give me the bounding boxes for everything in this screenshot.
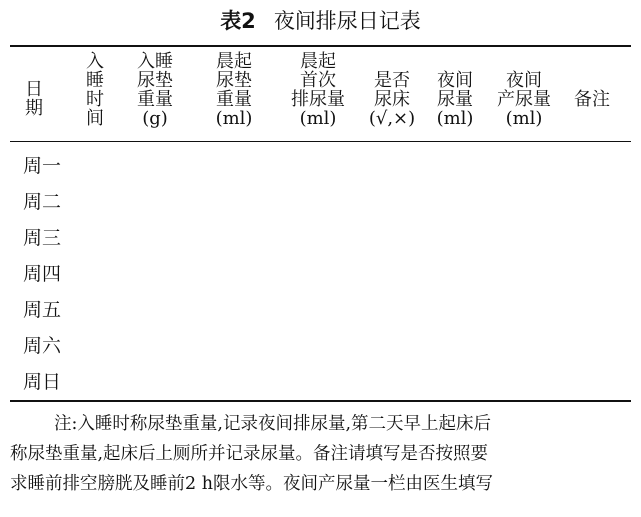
table-caption: 夜间排尿日记表 — [273, 9, 421, 33]
top-rule — [10, 45, 631, 47]
row-label: 周六 — [23, 335, 62, 357]
column-header-night-production: 夜间 产尿量 (ml) — [497, 70, 551, 129]
column-header-night-urine: 夜间 尿量 (ml) — [436, 70, 474, 129]
header-rule — [10, 141, 631, 142]
column-header-first-void: 晨起 首次 排尿量 (ml) — [291, 51, 345, 129]
column-header-bedwetting: 是否 尿床 (√,×) — [368, 70, 416, 129]
column-header-date: 日 期 — [25, 79, 43, 119]
row-label: 周一 — [23, 155, 62, 177]
table-title — [0, 6, 641, 36]
table-note — [10, 409, 631, 499]
table-number: 表2 — [220, 9, 256, 33]
column-header-remarks: 备注 — [574, 89, 610, 110]
row-label: 周三 — [23, 227, 62, 249]
row-label: 周五 — [23, 299, 62, 321]
note-line: 称尿垫重量,起床后上厕所并记录尿量。备注请填写是否按照要 — [10, 444, 489, 464]
column-header-morning-pad-weight: 晨起 尿垫 重量 (ml) — [215, 51, 253, 129]
note-line: 注:入睡时称尿垫重量,记录夜间排尿量,第二天早上起床后 — [54, 414, 492, 434]
row-label: 周四 — [23, 263, 62, 285]
row-label: 周二 — [23, 191, 62, 213]
column-header-sleep-time: 入 睡 时 间 — [86, 51, 104, 129]
row-label: 周日 — [23, 371, 62, 393]
bottom-rule — [10, 400, 631, 402]
note-line: 求睡前排空膀胱及睡前2 h限水等。夜间产尿量一栏由医生填写 — [10, 474, 493, 494]
column-header-sleep-pad-weight: 入睡 尿垫 重量 (g) — [137, 51, 173, 129]
